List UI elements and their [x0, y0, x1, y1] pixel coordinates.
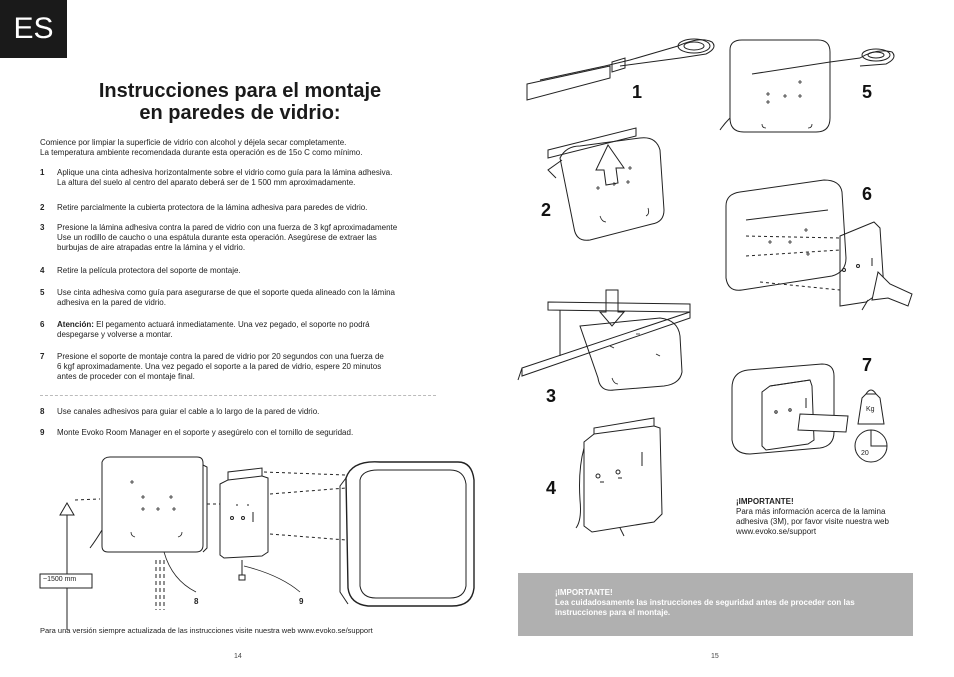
height-illustration	[40, 457, 474, 630]
step-number: 5	[40, 288, 45, 297]
important-line: adhesiva (3M), por favor visite nuestra web	[736, 517, 889, 526]
step-line: Use cinta adhesiva como guía para asegurarse de que el soporte queda alineado con la lámina	[57, 288, 395, 297]
figure-number-5: 5	[862, 82, 873, 102]
step-line: 6 kgf aproximadamente. Una vez pegado el soporte a la pared de vidrio, espere 20 minutos	[57, 362, 382, 371]
figure-6-illustration	[726, 180, 912, 310]
step-line: despegarse y volverse a montar.	[57, 330, 173, 339]
step-number: 1	[40, 168, 45, 177]
figure-1-illustration	[527, 39, 714, 100]
figure-number-3: 3	[546, 386, 557, 406]
step-line: Retire la película protectora del soporte de montaje.	[57, 266, 241, 275]
page-number-left: 14	[234, 653, 242, 660]
step-number: 7	[40, 352, 45, 361]
support-note: Para una versión siempre actualizada de las instrucciones visite nuestra web www.evoko.se/support	[40, 626, 373, 635]
important-line: www.evoko.se/support	[736, 527, 817, 536]
step-number: 9	[40, 428, 45, 437]
step-line: Use un rodillo de caucho o una espátula durante esta operación. Asegúrese de extraer las	[57, 233, 377, 242]
important-line: Para más información acerca de la lamina	[736, 507, 886, 516]
step-line: Aplique una cinta adhesiva horizontalmente sobre el vidrio como guía para la lámina adhesiva.	[57, 168, 393, 177]
step-line: Presione el soporte de montaje contra la pared de vidrio por 20 segundos con una fuerza de	[57, 352, 384, 361]
height-label: ~1500 mm	[43, 576, 77, 583]
intro-line-2: La temperatura ambiente recomendada durante esta operación es de 15o C como mínimo.	[40, 148, 363, 157]
step-line: Presione la lámina adhesiva contra la pared de vidrio con una fuerza de 3 kgf aproximadamente	[57, 223, 398, 232]
figure-number-7: 7	[862, 355, 873, 375]
figure-4-illustration	[576, 418, 662, 536]
step-number: 4	[40, 266, 45, 275]
weight-label: Kg	[866, 406, 875, 413]
step-line: Retire parcialmente la cubierta protectora de la lámina adhesiva para paredes de vidrio.	[57, 203, 368, 212]
step-line: adhesiva en la pared de vidrio.	[57, 298, 166, 307]
step-number: 3	[40, 223, 45, 232]
step-number: 2	[40, 203, 45, 212]
step-line: La altura del suelo al centro del aparato deberá ser de 1 500 mm aproximadamente.	[57, 178, 356, 187]
important-heading: ¡IMPORTANTE!	[736, 497, 794, 506]
mount-marks	[130, 480, 182, 537]
step-text: El pegamento actuará inmediatamente. Una vez pegado, el soporte no podrá	[93, 320, 370, 329]
timer-label: 20	[861, 450, 869, 457]
important-box-line-1: Lea cuidadosamente las instrucciones de seguridad antes de proceder con las	[555, 598, 855, 607]
figure-number-1: 1	[632, 82, 643, 102]
step-line: Use canales adhesivos para guiar el cable a lo largo de la pared de vidrio.	[57, 407, 320, 416]
attention-label: Atención:	[57, 320, 94, 329]
figure-number-4: 4	[546, 478, 557, 498]
figure-number-6: 6	[862, 184, 873, 204]
callout-9: 9	[299, 597, 304, 606]
important-box	[518, 573, 913, 636]
page-number-right: 15	[711, 653, 719, 660]
figure-7-illustration	[732, 364, 887, 462]
step-line: burbujas de aire atrapadas entre la lámina y el vidrio.	[57, 243, 246, 252]
important-note-right	[736, 497, 916, 537]
step-number: 6	[40, 320, 45, 329]
title-line-2: en paredes de vidrio:	[139, 102, 341, 124]
callout-8: 8	[194, 597, 199, 606]
figure-2-illustration	[548, 128, 664, 240]
intro-line-1: Comience por limpiar la superficie de vidrio con alcohol y déjela secar completamente.	[40, 138, 347, 147]
step-number: 8	[40, 407, 45, 416]
figure-number-2: 2	[541, 200, 552, 220]
figure-3-illustration	[518, 290, 690, 390]
language-tab: ES	[0, 0, 67, 58]
important-box-heading: ¡IMPORTANTE!	[555, 588, 613, 597]
title-line-1: Instrucciones para el montaje	[98, 80, 382, 102]
important-box-line-2: instrucciones para el montaje.	[555, 608, 671, 617]
step-line: Monte Evoko Room Manager en el soporte y asegúrelo con el tornillo de seguridad.	[57, 428, 354, 437]
step-line: antes de proceder con el montaje final.	[57, 372, 195, 381]
